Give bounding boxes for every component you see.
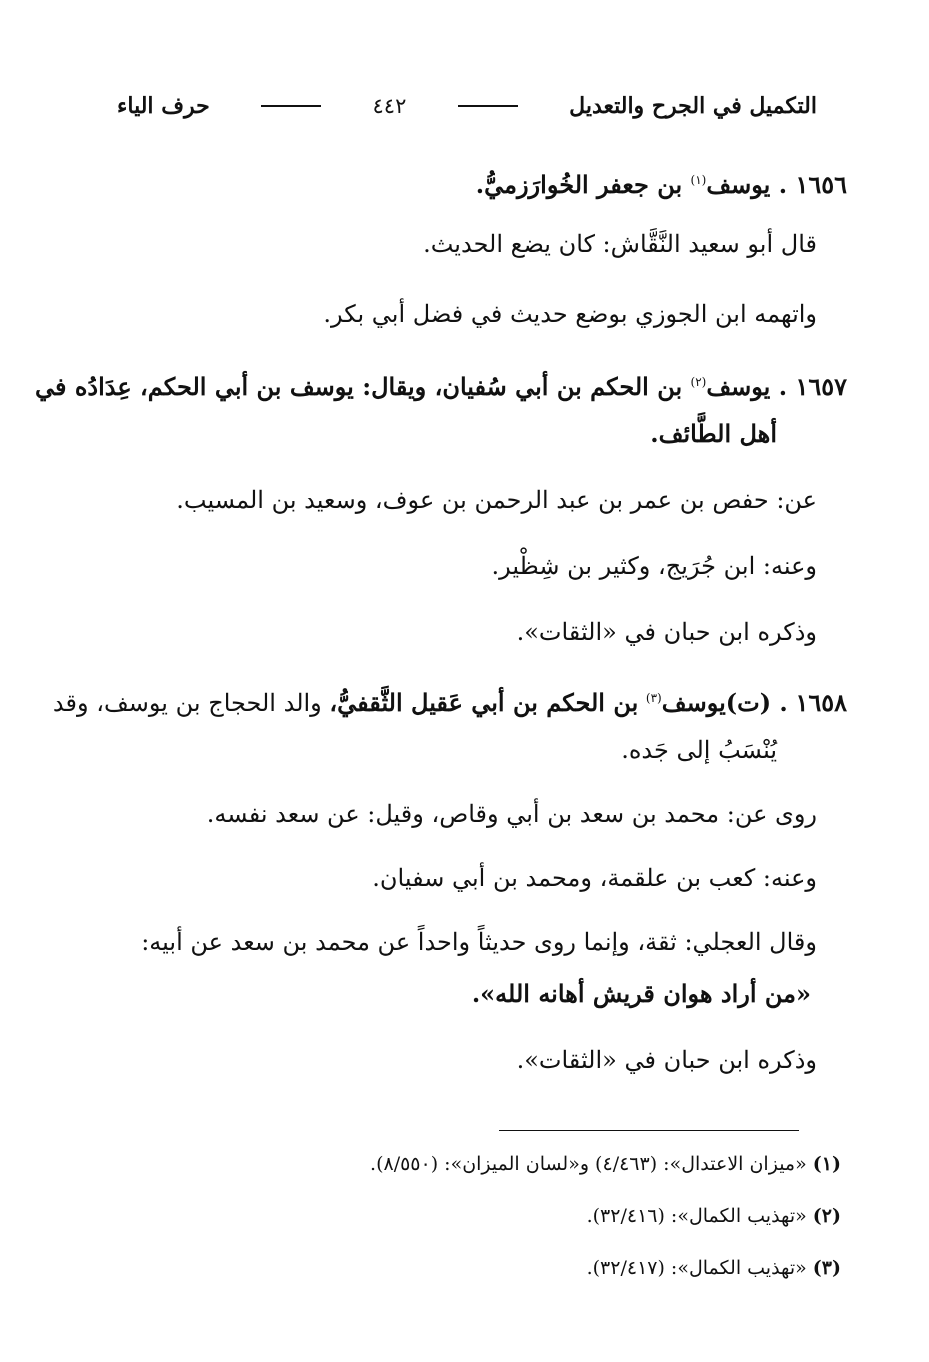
entry-name: يوسف	[661, 688, 726, 717]
entry-name: يوسف	[706, 170, 771, 199]
entry-separator: .	[771, 688, 788, 717]
page-number: ٤٤٢	[372, 94, 407, 118]
entry-line: روى عن: محمد بن سعد بن أبي وقاص، وقيل: عن سعد نفسه.	[206, 800, 817, 828]
entry-name-rest: بن الحكم بن أبي سُفيان، ويقال: يوسف بن أبي الحكم، عِدَادُه في	[34, 372, 683, 401]
entry-number: ١٦٥٨	[795, 688, 847, 717]
running-header	[117, 86, 817, 126]
footnote	[587, 1200, 841, 1232]
header-section: حرف الياء	[117, 93, 210, 119]
header-book-title: التكميل في الجرح والتعديل	[569, 93, 817, 119]
entry-number: ١٦٥٦	[795, 170, 847, 199]
entry-heading-continued: يُنْسَبُ إلى جَده.	[621, 736, 777, 764]
header-dash	[458, 105, 518, 107]
entry-heading	[53, 678, 847, 723]
entry-heading	[476, 160, 847, 205]
footnote-ref: (١)	[690, 173, 707, 187]
footnote-number: (٢)	[812, 1205, 841, 1227]
entry-line: وعنه: كعب بن علقمة، ومحمد بن أبي سفيان.	[372, 864, 817, 892]
footnote-number: (١)	[812, 1153, 841, 1175]
entry-separator: .	[770, 170, 788, 199]
footnote-ref: (٣)	[645, 691, 662, 705]
entry-name-rest: بن جعفر الخُوارَزميُّ.	[475, 170, 683, 199]
header-dash	[261, 105, 321, 107]
entry-line: قال أبو سعيد النَّقَّاش: كان يضع الحديث.	[423, 230, 817, 258]
footnote-text: «ميزان الاعتدال»: (٤/٤٦٣) و«لسان الميزان»: (٨/٥٥٠).	[370, 1153, 807, 1175]
footnote-ref: (٢)	[690, 375, 707, 389]
entry-line: وعنه: ابن جُرَيج، وكثير بن شِظْير.	[491, 552, 817, 580]
footnote	[587, 1252, 841, 1284]
entry-separator: .	[770, 372, 788, 401]
entry-quote: «من أراد هوان قريش أهانه الله».	[471, 979, 811, 1008]
entry-heading-continued: أهل الطَّائف.	[650, 419, 777, 448]
footnote	[370, 1148, 841, 1180]
entry-line: واتهمه ابن الجوزي بوضع حديث في فضل أبي بكر.	[323, 300, 817, 328]
entry-name-rest: بن الحكم بن أبي عَقيل الثَّقفيُّ،	[329, 688, 639, 717]
entry-line: عن: حفص بن عمر بن عبد الرحمن بن عوف، وسعيد بن المسيب.	[176, 486, 817, 514]
footnote-separator	[499, 1130, 799, 1131]
entry-number: ١٦٥٧	[795, 372, 847, 401]
footnote-text: «تهذيب الكمال»: (٣٢/٤١٧).	[586, 1257, 807, 1279]
entry-line: وذكره ابن حبان في «الثقات».	[516, 618, 817, 646]
entry-description: والد الحجاج بن يوسف، وقد	[52, 689, 322, 717]
footnote-text: «تهذيب الكمال»: (٣٢/٤١٦).	[586, 1205, 807, 1227]
footnote-number: (٣)	[812, 1257, 841, 1279]
entry-line: وقال العجلي: ثقة، وإنما روى حديثاً واحداً عن محمد بن سعد عن أبيه:	[141, 928, 817, 956]
entry-book-mark: (ت)	[725, 688, 772, 717]
entry-name: يوسف	[706, 372, 771, 401]
entry-line: وذكره ابن حبان في «الثقات».	[516, 1046, 817, 1074]
entry-heading	[35, 362, 847, 407]
